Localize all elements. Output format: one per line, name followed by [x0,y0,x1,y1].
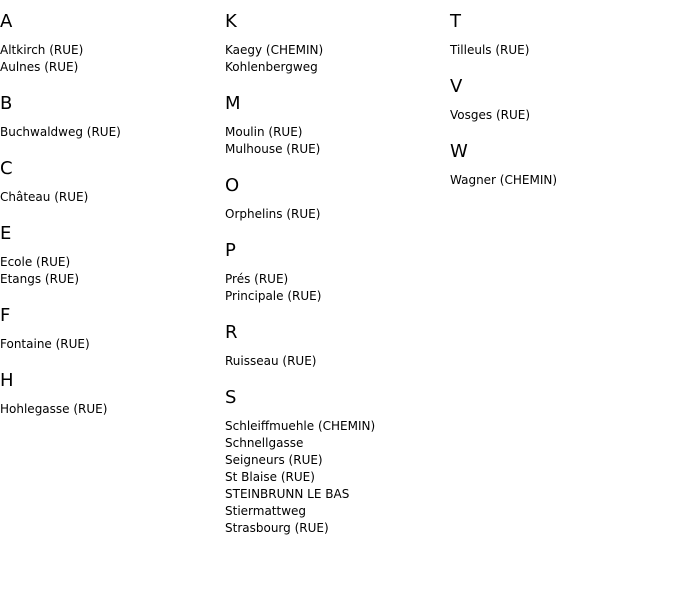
street-link[interactable]: Château (RUE) [0,190,89,204]
letter-heading: M [225,93,241,114]
letter-heading: P [225,240,236,261]
street-list [0,42,220,76]
street-list [225,42,445,76]
letter-group [0,304,220,353]
letter-heading: O [225,175,240,196]
letter-group [0,92,220,141]
letter-heading: C [0,158,13,179]
street-link[interactable]: Schnellgasse [225,436,304,450]
letter-heading: T [450,11,461,32]
letter-heading: V [450,76,463,97]
street-link[interactable]: Seigneurs (RUE) [225,453,323,467]
letter-heading: F [0,305,11,326]
street-list [225,206,445,223]
letter-group [0,222,220,288]
letter-heading: H [0,370,14,391]
street-link[interactable]: STEINBRUNN LE BAS [225,487,350,501]
letter-group [225,321,445,370]
letter-group [450,10,670,59]
street-link[interactable]: Ruisseau (RUE) [225,354,317,368]
street-link[interactable]: Principale (RUE) [225,289,322,303]
street-list [225,418,445,537]
letter-group [225,174,445,223]
street-link[interactable]: Buchwaldweg (RUE) [0,125,121,139]
letter-group [0,157,220,206]
letter-heading: R [225,322,238,343]
street-list [225,353,445,370]
street-list [0,336,220,353]
street-list [450,172,670,189]
street-link[interactable]: Tilleuls (RUE) [450,43,530,57]
street-index-column-2 [225,10,445,553]
letter-group [450,75,670,124]
street-link[interactable]: Kaegy (CHEMIN) [225,43,324,57]
street-link[interactable]: Prés (RUE) [225,272,289,286]
street-link[interactable]: St Blaise (RUE) [225,470,315,484]
street-link[interactable]: Moulin (RUE) [225,125,303,139]
street-link[interactable]: Orphelins (RUE) [225,207,321,221]
letter-heading: K [225,11,237,32]
street-link[interactable]: Altkirch (RUE) [0,43,84,57]
street-link[interactable]: Mulhouse (RUE) [225,142,321,156]
letter-heading: W [450,141,468,162]
street-link[interactable]: Etangs (RUE) [0,272,79,286]
letter-group [0,369,220,418]
street-link[interactable]: Wagner (CHEMIN) [450,173,558,187]
street-link[interactable]: Hohlegasse (RUE) [0,402,108,416]
letter-group [450,140,670,189]
street-link[interactable]: Schleiffmuehle (CHEMIN) [225,419,376,433]
street-list [225,124,445,158]
street-link[interactable]: Stiermattweg [225,504,307,518]
street-link[interactable]: Vosges (RUE) [450,108,531,122]
letter-group [225,92,445,158]
street-index-column-1 [0,10,220,434]
letter-group [0,10,220,76]
letter-heading: B [0,93,13,114]
letter-group [225,10,445,76]
letter-heading: E [0,223,12,244]
street-link[interactable]: Ecole (RUE) [0,255,71,269]
street-list [0,189,220,206]
street-list [225,271,445,305]
street-list [0,401,220,418]
letter-group [225,386,445,537]
street-list [0,124,220,141]
street-list [450,42,670,59]
letter-heading: A [0,11,13,32]
letter-group [225,239,445,305]
street-link[interactable]: Aulnes (RUE) [0,60,79,74]
street-link[interactable]: Fontaine (RUE) [0,337,90,351]
street-list [0,254,220,288]
street-link[interactable]: Strasbourg (RUE) [225,521,329,535]
street-list [450,107,670,124]
street-index-column-3 [450,10,670,205]
street-link[interactable]: Kohlenbergweg [225,60,318,74]
letter-heading: S [225,387,237,408]
